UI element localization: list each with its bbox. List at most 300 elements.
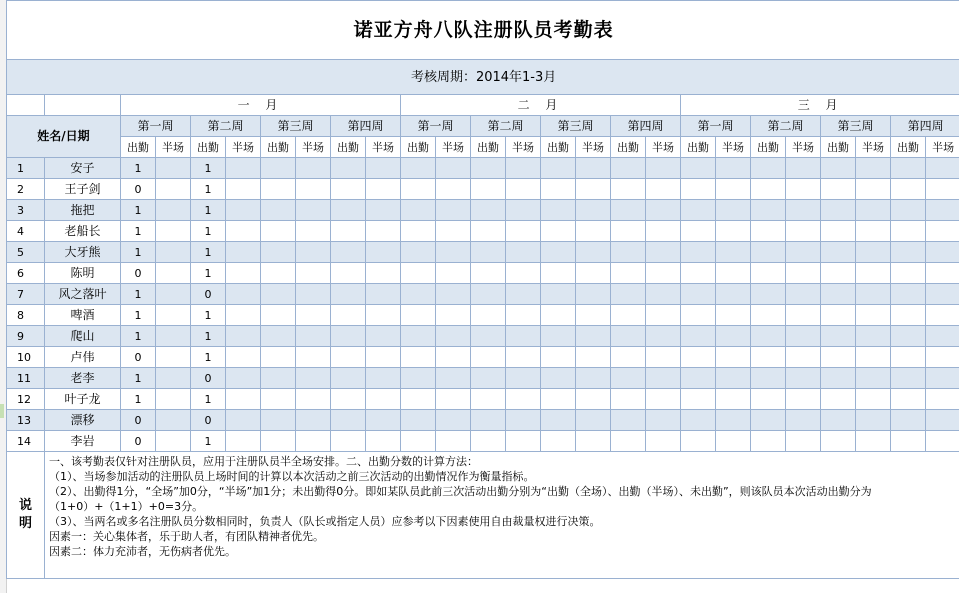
attendance-cell[interactable] <box>716 200 751 221</box>
attendance-cell[interactable] <box>471 368 506 389</box>
attendance-cell[interactable] <box>716 326 751 347</box>
attendance-cell[interactable] <box>856 221 891 242</box>
attendance-cell[interactable] <box>751 389 786 410</box>
week2-attendance-cell[interactable]: 1 <box>191 431 226 452</box>
attendance-cell[interactable] <box>611 158 646 179</box>
attendance-cell[interactable] <box>506 347 541 368</box>
attendance-cell[interactable] <box>786 368 821 389</box>
attendance-cell[interactable] <box>926 179 959 200</box>
attendance-cell[interactable] <box>261 326 296 347</box>
attendance-cell[interactable] <box>156 221 191 242</box>
member-name[interactable]: 安子 <box>45 158 121 179</box>
attendance-cell[interactable] <box>506 431 541 452</box>
attendance-cell[interactable] <box>891 305 926 326</box>
attendance-cell[interactable] <box>296 326 331 347</box>
attendance-cell[interactable] <box>786 389 821 410</box>
attendance-cell[interactable] <box>856 389 891 410</box>
attendance-cell[interactable] <box>261 242 296 263</box>
attendance-cell[interactable] <box>611 431 646 452</box>
attendance-cell[interactable] <box>856 158 891 179</box>
attendance-cell[interactable] <box>366 305 401 326</box>
attendance-cell[interactable] <box>331 347 366 368</box>
attendance-cell[interactable] <box>611 179 646 200</box>
attendance-cell[interactable] <box>646 263 681 284</box>
attendance-cell[interactable] <box>506 284 541 305</box>
attendance-cell[interactable] <box>751 158 786 179</box>
attendance-cell[interactable] <box>681 410 716 431</box>
attendance-cell[interactable] <box>576 389 611 410</box>
attendance-cell[interactable] <box>331 368 366 389</box>
attendance-cell[interactable] <box>646 305 681 326</box>
attendance-cell[interactable] <box>786 410 821 431</box>
attendance-cell[interactable] <box>611 410 646 431</box>
attendance-cell[interactable] <box>891 389 926 410</box>
attendance-cell[interactable] <box>401 410 436 431</box>
attendance-cell[interactable] <box>856 200 891 221</box>
attendance-cell[interactable] <box>436 410 471 431</box>
attendance-cell[interactable] <box>436 263 471 284</box>
attendance-cell[interactable] <box>366 263 401 284</box>
attendance-cell[interactable] <box>471 326 506 347</box>
attendance-cell[interactable] <box>646 179 681 200</box>
attendance-cell[interactable] <box>296 200 331 221</box>
attendance-cell[interactable] <box>471 221 506 242</box>
attendance-cell[interactable] <box>226 179 261 200</box>
attendance-cell[interactable] <box>821 389 856 410</box>
attendance-cell[interactable] <box>821 347 856 368</box>
attendance-cell[interactable] <box>681 263 716 284</box>
attendance-cell[interactable] <box>926 242 959 263</box>
attendance-cell[interactable] <box>856 305 891 326</box>
attendance-cell[interactable] <box>821 326 856 347</box>
attendance-cell[interactable] <box>751 431 786 452</box>
attendance-cell[interactable] <box>891 431 926 452</box>
attendance-cell[interactable] <box>401 263 436 284</box>
attendance-cell[interactable] <box>716 368 751 389</box>
attendance-cell[interactable] <box>576 179 611 200</box>
attendance-cell[interactable] <box>506 326 541 347</box>
attendance-cell[interactable] <box>156 200 191 221</box>
attendance-cell[interactable] <box>891 263 926 284</box>
member-name[interactable]: 老船长 <box>45 221 121 242</box>
attendance-cell[interactable] <box>261 200 296 221</box>
attendance-cell[interactable] <box>856 431 891 452</box>
member-name[interactable]: 风之落叶 <box>45 284 121 305</box>
attendance-cell[interactable] <box>366 410 401 431</box>
attendance-cell[interactable] <box>331 410 366 431</box>
member-name[interactable]: 大牙熊 <box>45 242 121 263</box>
attendance-cell[interactable] <box>786 179 821 200</box>
week2-attendance-cell[interactable]: 1 <box>191 158 226 179</box>
attendance-cell[interactable] <box>366 200 401 221</box>
attendance-cell[interactable] <box>366 431 401 452</box>
attendance-cell[interactable] <box>646 326 681 347</box>
attendance-cell[interactable] <box>856 326 891 347</box>
attendance-cell[interactable] <box>891 410 926 431</box>
attendance-cell[interactable] <box>821 305 856 326</box>
attendance-cell[interactable] <box>821 200 856 221</box>
attendance-cell[interactable] <box>821 158 856 179</box>
attendance-cell[interactable] <box>156 158 191 179</box>
attendance-cell[interactable] <box>891 179 926 200</box>
week2-attendance-cell[interactable]: 1 <box>191 200 226 221</box>
attendance-cell[interactable] <box>541 221 576 242</box>
attendance-cell[interactable] <box>926 200 959 221</box>
attendance-cell[interactable] <box>646 368 681 389</box>
attendance-cell[interactable] <box>891 200 926 221</box>
attendance-cell[interactable] <box>576 284 611 305</box>
attendance-cell[interactable] <box>541 368 576 389</box>
attendance-cell[interactable] <box>156 410 191 431</box>
attendance-cell[interactable] <box>401 326 436 347</box>
attendance-cell[interactable] <box>926 431 959 452</box>
attendance-cell[interactable] <box>541 347 576 368</box>
attendance-cell[interactable] <box>436 368 471 389</box>
member-name[interactable]: 卢伟 <box>45 347 121 368</box>
week2-attendance-cell[interactable]: 1 <box>191 242 226 263</box>
attendance-cell[interactable] <box>856 368 891 389</box>
attendance-cell[interactable] <box>786 326 821 347</box>
attendance-cell[interactable] <box>401 347 436 368</box>
attendance-cell[interactable] <box>611 221 646 242</box>
attendance-cell[interactable] <box>331 242 366 263</box>
attendance-cell[interactable] <box>401 242 436 263</box>
attendance-cell[interactable] <box>716 284 751 305</box>
attendance-cell[interactable] <box>436 158 471 179</box>
attendance-cell[interactable] <box>926 263 959 284</box>
attendance-cell[interactable] <box>541 305 576 326</box>
attendance-cell[interactable] <box>541 263 576 284</box>
attendance-cell[interactable] <box>541 389 576 410</box>
attendance-cell[interactable] <box>401 284 436 305</box>
attendance-cell[interactable] <box>576 368 611 389</box>
member-name[interactable]: 漂移 <box>45 410 121 431</box>
attendance-cell[interactable] <box>821 284 856 305</box>
attendance-cell[interactable] <box>786 200 821 221</box>
attendance-cell[interactable] <box>681 284 716 305</box>
attendance-cell[interactable] <box>926 389 959 410</box>
week2-attendance-cell[interactable]: 1 <box>191 263 226 284</box>
attendance-cell[interactable] <box>716 158 751 179</box>
week2-attendance-cell[interactable]: 0 <box>191 368 226 389</box>
attendance-cell[interactable] <box>926 326 959 347</box>
attendance-cell[interactable] <box>156 389 191 410</box>
attendance-cell[interactable] <box>331 158 366 179</box>
attendance-cell[interactable] <box>611 305 646 326</box>
week2-attendance-cell[interactable]: 1 <box>191 179 226 200</box>
attendance-cell[interactable] <box>226 200 261 221</box>
attendance-cell[interactable] <box>226 368 261 389</box>
attendance-cell[interactable] <box>646 431 681 452</box>
week1-attendance-cell[interactable]: 1 <box>121 305 156 326</box>
week2-attendance-cell[interactable]: 1 <box>191 347 226 368</box>
attendance-cell[interactable] <box>751 263 786 284</box>
attendance-cell[interactable] <box>261 284 296 305</box>
attendance-cell[interactable] <box>576 305 611 326</box>
attendance-cell[interactable] <box>366 158 401 179</box>
attendance-cell[interactable] <box>401 431 436 452</box>
attendance-cell[interactable] <box>751 242 786 263</box>
attendance-cell[interactable] <box>331 200 366 221</box>
attendance-cell[interactable] <box>926 305 959 326</box>
attendance-cell[interactable] <box>506 305 541 326</box>
attendance-cell[interactable] <box>471 200 506 221</box>
attendance-cell[interactable] <box>366 326 401 347</box>
attendance-cell[interactable] <box>856 347 891 368</box>
attendance-cell[interactable] <box>331 284 366 305</box>
attendance-cell[interactable] <box>471 158 506 179</box>
attendance-cell[interactable] <box>646 347 681 368</box>
attendance-cell[interactable] <box>296 410 331 431</box>
attendance-cell[interactable] <box>681 242 716 263</box>
attendance-cell[interactable] <box>471 263 506 284</box>
attendance-cell[interactable] <box>296 305 331 326</box>
week2-attendance-cell[interactable]: 1 <box>191 305 226 326</box>
attendance-cell[interactable] <box>436 326 471 347</box>
attendance-cell[interactable] <box>436 347 471 368</box>
attendance-cell[interactable] <box>401 158 436 179</box>
attendance-cell[interactable] <box>401 305 436 326</box>
week1-attendance-cell[interactable]: 1 <box>121 158 156 179</box>
week2-attendance-cell[interactable]: 1 <box>191 389 226 410</box>
attendance-cell[interactable] <box>786 263 821 284</box>
attendance-cell[interactable] <box>366 284 401 305</box>
attendance-cell[interactable] <box>261 158 296 179</box>
attendance-cell[interactable] <box>926 410 959 431</box>
attendance-cell[interactable] <box>646 158 681 179</box>
attendance-cell[interactable] <box>226 389 261 410</box>
attendance-cell[interactable] <box>436 389 471 410</box>
attendance-cell[interactable] <box>821 263 856 284</box>
attendance-cell[interactable] <box>576 410 611 431</box>
attendance-cell[interactable] <box>261 368 296 389</box>
attendance-cell[interactable] <box>891 221 926 242</box>
attendance-cell[interactable] <box>226 431 261 452</box>
attendance-cell[interactable] <box>156 263 191 284</box>
attendance-cell[interactable] <box>751 284 786 305</box>
attendance-cell[interactable] <box>786 242 821 263</box>
attendance-cell[interactable] <box>786 431 821 452</box>
attendance-cell[interactable] <box>716 242 751 263</box>
attendance-cell[interactable] <box>261 389 296 410</box>
attendance-cell[interactable] <box>681 200 716 221</box>
attendance-cell[interactable] <box>716 431 751 452</box>
attendance-cell[interactable] <box>506 263 541 284</box>
attendance-cell[interactable] <box>856 263 891 284</box>
attendance-cell[interactable] <box>751 305 786 326</box>
attendance-cell[interactable] <box>506 158 541 179</box>
attendance-cell[interactable] <box>331 221 366 242</box>
attendance-cell[interactable] <box>541 158 576 179</box>
attendance-cell[interactable] <box>226 284 261 305</box>
attendance-cell[interactable] <box>471 389 506 410</box>
attendance-cell[interactable] <box>646 284 681 305</box>
attendance-cell[interactable] <box>646 221 681 242</box>
attendance-cell[interactable] <box>331 179 366 200</box>
attendance-cell[interactable] <box>401 179 436 200</box>
attendance-cell[interactable] <box>506 179 541 200</box>
attendance-cell[interactable] <box>366 179 401 200</box>
attendance-cell[interactable] <box>681 389 716 410</box>
attendance-cell[interactable] <box>261 221 296 242</box>
member-name[interactable]: 老李 <box>45 368 121 389</box>
attendance-cell[interactable] <box>366 242 401 263</box>
attendance-cell[interactable] <box>576 431 611 452</box>
attendance-cell[interactable] <box>576 347 611 368</box>
attendance-cell[interactable] <box>226 263 261 284</box>
week1-attendance-cell[interactable]: 0 <box>121 431 156 452</box>
attendance-cell[interactable] <box>296 263 331 284</box>
attendance-cell[interactable] <box>506 200 541 221</box>
attendance-cell[interactable] <box>751 410 786 431</box>
attendance-cell[interactable] <box>331 263 366 284</box>
attendance-cell[interactable] <box>436 242 471 263</box>
attendance-cell[interactable] <box>926 158 959 179</box>
attendance-cell[interactable] <box>156 242 191 263</box>
attendance-cell[interactable] <box>436 200 471 221</box>
attendance-cell[interactable] <box>891 368 926 389</box>
attendance-cell[interactable] <box>436 284 471 305</box>
attendance-cell[interactable] <box>541 431 576 452</box>
attendance-cell[interactable] <box>786 305 821 326</box>
attendance-cell[interactable] <box>821 221 856 242</box>
attendance-cell[interactable] <box>156 305 191 326</box>
attendance-cell[interactable] <box>436 431 471 452</box>
week1-attendance-cell[interactable]: 1 <box>121 284 156 305</box>
attendance-cell[interactable] <box>296 179 331 200</box>
attendance-cell[interactable] <box>751 179 786 200</box>
week2-attendance-cell[interactable]: 0 <box>191 284 226 305</box>
week1-attendance-cell[interactable]: 0 <box>121 347 156 368</box>
attendance-cell[interactable] <box>401 368 436 389</box>
attendance-cell[interactable] <box>366 368 401 389</box>
attendance-cell[interactable] <box>926 368 959 389</box>
attendance-cell[interactable] <box>576 326 611 347</box>
attendance-cell[interactable] <box>506 389 541 410</box>
attendance-cell[interactable] <box>611 389 646 410</box>
week1-attendance-cell[interactable]: 1 <box>121 389 156 410</box>
attendance-cell[interactable] <box>471 179 506 200</box>
attendance-cell[interactable] <box>576 242 611 263</box>
attendance-cell[interactable] <box>331 431 366 452</box>
attendance-cell[interactable] <box>891 326 926 347</box>
attendance-cell[interactable] <box>891 347 926 368</box>
attendance-cell[interactable] <box>541 179 576 200</box>
attendance-cell[interactable] <box>261 263 296 284</box>
attendance-cell[interactable] <box>751 221 786 242</box>
member-name[interactable]: 陈明 <box>45 263 121 284</box>
attendance-cell[interactable] <box>401 389 436 410</box>
attendance-cell[interactable] <box>261 431 296 452</box>
attendance-cell[interactable] <box>156 284 191 305</box>
attendance-cell[interactable] <box>261 305 296 326</box>
member-name[interactable]: 叶子龙 <box>45 389 121 410</box>
week1-attendance-cell[interactable]: 1 <box>121 368 156 389</box>
attendance-cell[interactable] <box>681 221 716 242</box>
attendance-cell[interactable] <box>226 410 261 431</box>
attendance-cell[interactable] <box>331 305 366 326</box>
attendance-cell[interactable] <box>716 347 751 368</box>
attendance-cell[interactable] <box>751 200 786 221</box>
attendance-cell[interactable] <box>226 158 261 179</box>
week1-attendance-cell[interactable]: 0 <box>121 263 156 284</box>
attendance-cell[interactable] <box>506 221 541 242</box>
attendance-cell[interactable] <box>751 326 786 347</box>
attendance-cell[interactable] <box>856 284 891 305</box>
attendance-cell[interactable] <box>821 431 856 452</box>
attendance-cell[interactable] <box>681 179 716 200</box>
attendance-cell[interactable] <box>471 410 506 431</box>
attendance-cell[interactable] <box>786 158 821 179</box>
attendance-cell[interactable] <box>471 284 506 305</box>
week2-attendance-cell[interactable]: 1 <box>191 326 226 347</box>
attendance-cell[interactable] <box>681 305 716 326</box>
week1-attendance-cell[interactable]: 1 <box>121 326 156 347</box>
attendance-cell[interactable] <box>296 389 331 410</box>
attendance-cell[interactable] <box>611 368 646 389</box>
attendance-cell[interactable] <box>541 326 576 347</box>
attendance-cell[interactable] <box>296 221 331 242</box>
attendance-cell[interactable] <box>716 389 751 410</box>
attendance-cell[interactable] <box>926 284 959 305</box>
attendance-cell[interactable] <box>156 431 191 452</box>
attendance-cell[interactable] <box>576 200 611 221</box>
attendance-cell[interactable] <box>786 347 821 368</box>
attendance-cell[interactable] <box>296 368 331 389</box>
attendance-cell[interactable] <box>401 221 436 242</box>
attendance-cell[interactable] <box>436 221 471 242</box>
attendance-cell[interactable] <box>226 242 261 263</box>
attendance-cell[interactable] <box>716 179 751 200</box>
attendance-cell[interactable] <box>821 242 856 263</box>
attendance-cell[interactable] <box>261 347 296 368</box>
attendance-cell[interactable] <box>436 179 471 200</box>
attendance-cell[interactable] <box>681 158 716 179</box>
attendance-cell[interactable] <box>366 347 401 368</box>
attendance-cell[interactable] <box>296 158 331 179</box>
attendance-cell[interactable] <box>226 221 261 242</box>
attendance-cell[interactable] <box>786 284 821 305</box>
attendance-cell[interactable] <box>856 242 891 263</box>
attendance-cell[interactable] <box>646 389 681 410</box>
attendance-cell[interactable] <box>156 368 191 389</box>
attendance-cell[interactable] <box>821 368 856 389</box>
member-name[interactable]: 李岩 <box>45 431 121 452</box>
attendance-cell[interactable] <box>471 242 506 263</box>
attendance-cell[interactable] <box>366 221 401 242</box>
attendance-cell[interactable] <box>436 305 471 326</box>
attendance-cell[interactable] <box>611 347 646 368</box>
attendance-cell[interactable] <box>541 284 576 305</box>
attendance-cell[interactable] <box>821 179 856 200</box>
attendance-cell[interactable] <box>681 368 716 389</box>
attendance-cell[interactable] <box>856 179 891 200</box>
attendance-cell[interactable] <box>471 347 506 368</box>
attendance-cell[interactable] <box>716 410 751 431</box>
week1-attendance-cell[interactable]: 1 <box>121 242 156 263</box>
attendance-cell[interactable] <box>541 410 576 431</box>
attendance-cell[interactable] <box>226 347 261 368</box>
attendance-cell[interactable] <box>646 410 681 431</box>
week2-attendance-cell[interactable]: 1 <box>191 221 226 242</box>
attendance-cell[interactable] <box>506 410 541 431</box>
attendance-cell[interactable] <box>261 179 296 200</box>
attendance-cell[interactable] <box>296 347 331 368</box>
attendance-cell[interactable] <box>471 305 506 326</box>
week1-attendance-cell[interactable]: 1 <box>121 221 156 242</box>
attendance-cell[interactable] <box>331 389 366 410</box>
attendance-cell[interactable] <box>226 326 261 347</box>
